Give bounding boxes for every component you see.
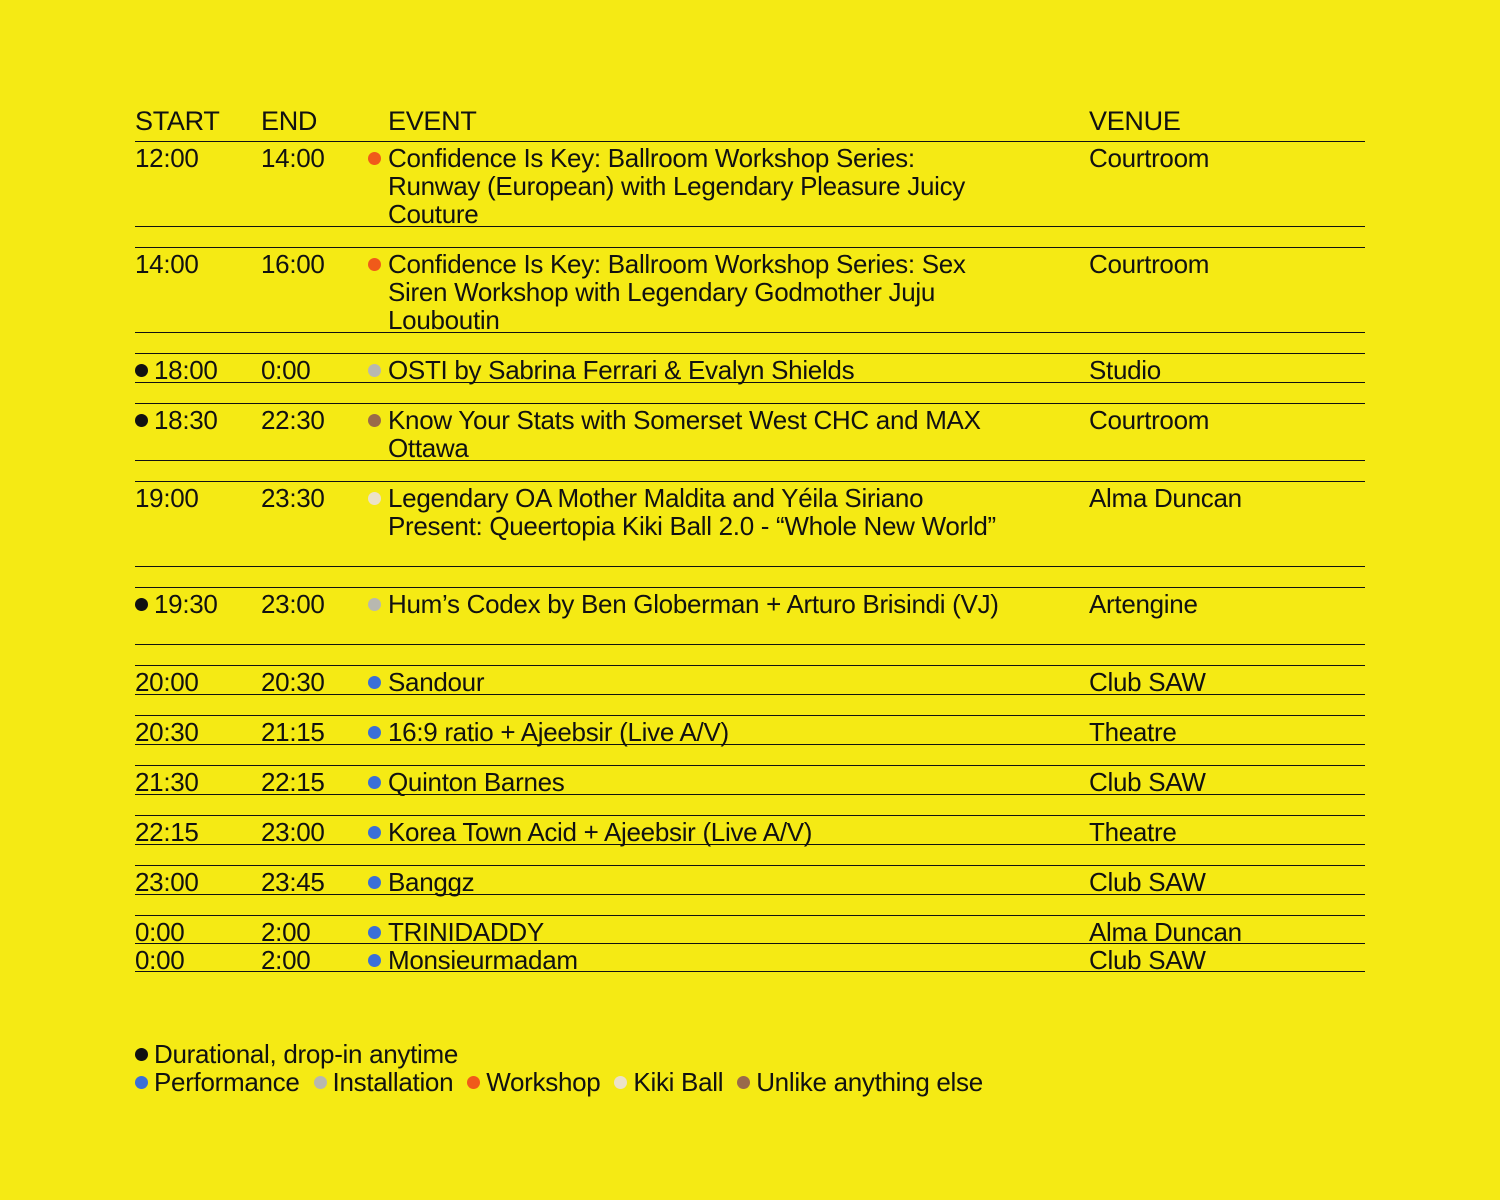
cell-venue: Studio: [1089, 355, 1161, 385]
event-title: Monsieurmadam: [388, 945, 578, 975]
category-dot-icon: [135, 1076, 148, 1089]
cell-end: 2:00: [261, 945, 311, 975]
cell-event: [388, 768, 1008, 796]
cell-venue: Alma Duncan: [1089, 917, 1242, 947]
category-dot-icon: [368, 364, 381, 377]
category-dot-icon: [368, 876, 381, 889]
cell-start: [135, 946, 255, 974]
cell-event: [388, 946, 1008, 974]
cell-end: 14:00: [261, 143, 325, 173]
schedule-rows: [135, 142, 1365, 975]
start-time: 22:15: [135, 817, 199, 847]
legend-item-unlike: [737, 1067, 983, 1097]
category-dot-icon: [368, 926, 381, 939]
start-time: 19:00: [135, 483, 199, 513]
table-row: [135, 765, 1365, 795]
legend-item-installation: [314, 1067, 454, 1097]
table-header: [135, 104, 1365, 142]
cell-venue: Club SAW: [1089, 767, 1206, 797]
start-time: 0:00: [135, 917, 185, 947]
cell-start: [135, 356, 274, 384]
cell-event: [388, 250, 1008, 334]
category-dot-icon: [614, 1076, 627, 1089]
start-time: 23:00: [135, 867, 199, 897]
category-dot-icon: [368, 776, 381, 789]
legend-categories: [135, 1068, 997, 1096]
cell-venue: Club SAW: [1089, 867, 1206, 897]
cell-venue: Theatre: [1089, 817, 1177, 847]
cell-start: [135, 250, 255, 278]
cell-start: [135, 868, 255, 896]
cell-event: [388, 356, 1008, 384]
legend-item-kiki-ball: [614, 1067, 723, 1097]
cell-event: [388, 818, 1008, 846]
event-title: OSTI by Sabrina Ferrari & Evalyn Shields: [388, 355, 855, 385]
cell-end: 20:30: [261, 667, 325, 697]
category-dot-icon: [368, 726, 381, 739]
table-row: [135, 353, 1365, 383]
cell-event: [388, 918, 1008, 946]
cell-venue: Artengine: [1089, 589, 1198, 619]
event-title: 16:9 ratio + Ajeebsir (Live A/V): [388, 717, 729, 747]
legend-durational: [135, 1040, 997, 1068]
cell-start: [135, 590, 274, 618]
start-time: 21:30: [135, 767, 199, 797]
cell-end: 23:00: [261, 589, 325, 619]
start-time: 20:00: [135, 667, 199, 697]
table-row: [135, 403, 1365, 461]
event-title: Korea Town Acid + Ajeebsir (Live A/V): [388, 817, 813, 847]
cell-end: 0:00: [261, 355, 311, 385]
cell-venue: Courtroom: [1089, 249, 1210, 279]
event-title: TRINIDADDY: [388, 917, 544, 947]
table-row: [135, 587, 1365, 645]
cell-start: [135, 668, 255, 696]
cell-event: [388, 590, 1008, 618]
legend-label: Installation: [332, 1067, 454, 1097]
table-row: [135, 481, 1365, 567]
category-dot-icon: [368, 954, 381, 967]
start-time: 12:00: [135, 143, 199, 173]
event-title: Confidence Is Key: Ballroom Workshop Series: Sex Siren Workshop with Legendary Godmother Juju Louboutin: [388, 249, 966, 335]
cell-start: [135, 406, 274, 434]
cell-start: [135, 768, 255, 796]
header-start: START: [135, 106, 220, 136]
event-title: Know Your Stats with Somerset West CHC and MAX Ottawa: [388, 405, 981, 463]
cell-start: [135, 718, 255, 746]
start-time: 14:00: [135, 249, 199, 279]
cell-start: [135, 144, 255, 172]
header-event: EVENT: [388, 106, 477, 136]
cell-event: [388, 868, 1008, 896]
durational-dot-icon: [135, 414, 148, 427]
cell-venue: Club SAW: [1089, 667, 1206, 697]
legend-label: Unlike anything else: [756, 1067, 983, 1097]
legend-label: Kiki Ball: [633, 1067, 724, 1097]
cell-end: 23:00: [261, 817, 325, 847]
event-title: Hum’s Codex by Ben Globerman + Arturo Brisindi (VJ): [388, 589, 999, 619]
category-dot-icon: [737, 1076, 750, 1089]
cell-venue: Courtroom: [1089, 405, 1210, 435]
cell-event: [388, 668, 1008, 696]
cell-event: [388, 406, 1008, 462]
cell-end: 21:15: [261, 717, 325, 747]
durational-dot-icon: [135, 598, 148, 611]
cell-end: 22:30: [261, 405, 325, 435]
table-row: [135, 944, 1365, 975]
cell-venue: Alma Duncan: [1089, 483, 1242, 513]
category-dot-icon: [368, 258, 381, 271]
legend-item-workshop: [467, 1067, 600, 1097]
start-time: 18:00: [154, 355, 218, 385]
cell-start: [135, 484, 255, 512]
category-dot-icon: [368, 676, 381, 689]
table-row: [135, 247, 1365, 333]
table-row: [135, 665, 1365, 695]
table-row: [135, 865, 1365, 895]
start-time: 18:30: [154, 405, 218, 435]
table-row: [135, 815, 1365, 845]
cell-venue: Theatre: [1089, 717, 1177, 747]
event-title: Quinton Barnes: [388, 767, 565, 797]
legend-item-performance: [135, 1067, 300, 1097]
category-dot-icon: [368, 826, 381, 839]
cell-event: [388, 484, 1008, 540]
category-dot-icon: [368, 414, 381, 427]
event-title: Legendary OA Mother Maldita and Yéila Siriano Present: Queertopia Kiki Ball 2.0 - “Whole New World”: [388, 483, 996, 541]
table-row: [135, 915, 1365, 947]
category-dot-icon: [467, 1076, 480, 1089]
cell-end: 16:00: [261, 249, 325, 279]
header-end: END: [261, 106, 318, 136]
category-dot-icon: [368, 152, 381, 165]
start-time: 19:30: [154, 589, 218, 619]
cell-venue: Club SAW: [1089, 945, 1206, 975]
cell-event: [388, 718, 1008, 746]
schedule-table: [135, 104, 1365, 975]
cell-venue: Courtroom: [1089, 143, 1210, 173]
legend-label: Workshop: [486, 1067, 601, 1097]
cell-end: 23:30: [261, 483, 325, 513]
start-time: 0:00: [135, 945, 185, 975]
table-row: [135, 142, 1365, 227]
table-row: [135, 715, 1365, 745]
cell-start: [135, 918, 255, 946]
header-venue: VENUE: [1089, 106, 1181, 136]
legend-durational-label: Durational, drop-in anytime: [154, 1039, 459, 1069]
event-title: Confidence Is Key: Ballroom Workshop Series: Runway (European) with Legendary Pleasure Juicy Couture: [388, 143, 965, 229]
durational-dot-icon: [135, 1048, 148, 1061]
cell-end: 23:45: [261, 867, 325, 897]
start-time: 20:30: [135, 717, 199, 747]
cell-end: 22:15: [261, 767, 325, 797]
event-title: Banggz: [388, 867, 475, 897]
legend: [135, 1040, 997, 1096]
durational-dot-icon: [135, 364, 148, 377]
cell-event: [388, 144, 1008, 228]
legend-label: Performance: [154, 1067, 300, 1097]
event-title: Sandour: [388, 667, 485, 697]
category-dot-icon: [314, 1076, 327, 1089]
category-dot-icon: [368, 598, 381, 611]
cell-start: [135, 818, 255, 846]
category-dot-icon: [368, 492, 381, 505]
cell-end: 2:00: [261, 917, 311, 947]
